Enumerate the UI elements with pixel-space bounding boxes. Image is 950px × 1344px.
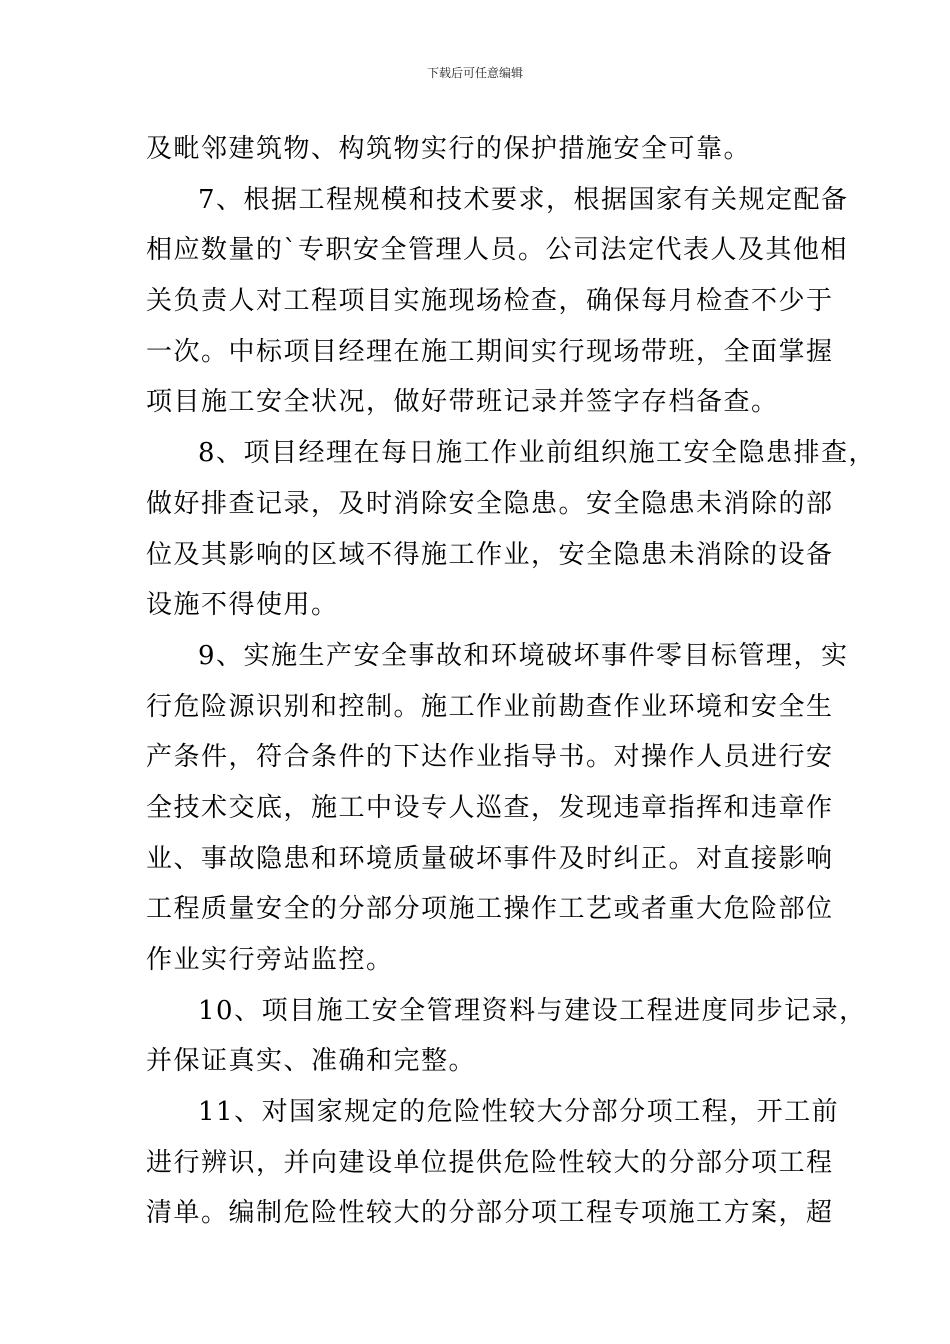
text-line: 9、实施生产安全事故和环境破坏事件零目标管理，实: [198, 640, 849, 671]
text-line: 7、根据工程规模和技术要求，根据国家有关规定配备: [198, 184, 849, 215]
text-line: 全技术交底，施工中设专人巡查，发现违章指挥和违章作: [146, 792, 834, 823]
text-line: 及毗邻建筑物、构筑物实行的保护措施安全可靠。: [146, 134, 752, 164]
text-line: 业、事故隐患和环境质量破坏事件及时纠正。对直接影响: [146, 843, 834, 874]
text-line: 设施不得使用。: [146, 590, 339, 621]
text-line: 工程质量安全的分部分项施工操作工艺或者重大危险部位: [146, 894, 834, 925]
text-line: 产条件，符合条件的下达作业指导书。对操作人员进行安: [146, 742, 834, 773]
text-line: 进行辨识，并向建设单位提供危险性较大的分部分项工程: [146, 1147, 834, 1178]
text-line: 一次。中标项目经理在施工期间实行现场带班，全面掌握: [146, 336, 834, 367]
text-line: 8、项目经理在每日施工作业前组织施工安全隐患排查，: [198, 438, 877, 469]
text-line: 项目施工安全状况，做好带班记录并签字存档备查。: [146, 387, 779, 418]
text-line: 11、对国家规定的危险性较大分部分项工程，开工前: [198, 1097, 840, 1128]
text-line: 作业实行旁站监控。: [146, 945, 394, 975]
text-line: 行危险源识别和控制。施工作业前勘查作业环境和安全生: [146, 691, 834, 722]
document-body: [146, 124, 877, 1239]
text-line: 做好排查记录，及时消除安全隐患。安全隐患未消除的部: [146, 488, 834, 519]
text-line: 10、项目施工安全管理资料与建设工程进度同步记录，: [198, 995, 867, 1026]
text-line: 并保证真实、准确和完整。: [146, 1046, 477, 1077]
text-line: 相应数量的`专职安全管理人员。公司法定代表人及其他相: [146, 235, 849, 266]
text-line: 清单。编制危险性较大的分部分项工程专项施工方案，超: [146, 1198, 834, 1229]
text-line: 位及其影响的区域不得施工作业，安全隐患未消除的设备: [146, 539, 834, 570]
text-line: 关负责人对工程项目实施现场检查，确保每月检查不少于: [146, 286, 834, 317]
page-header: 下载后可任意编辑: [426, 66, 523, 80]
